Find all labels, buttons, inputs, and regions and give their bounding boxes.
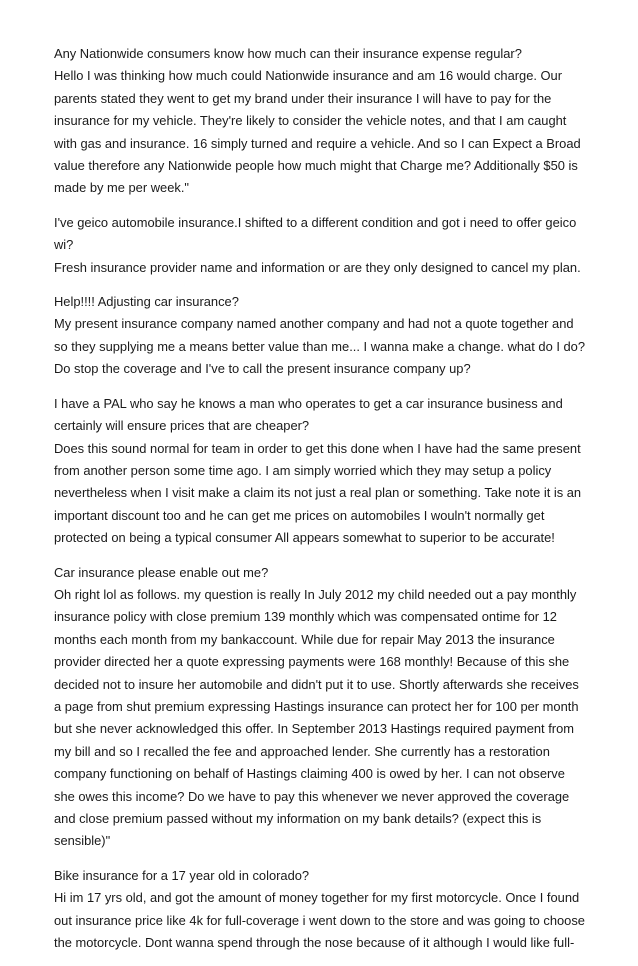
body-line: insurance policy with close premium 139 monthly which was compensated ontime for 12 xyxy=(54,609,557,625)
body-line: from another person some time ago. I am simply worried which they may setup a policy xyxy=(54,462,552,478)
body-line: so they supplying me a means better value than me... I wanna make a change. what do I do? xyxy=(54,338,585,354)
qa-section-pal xyxy=(54,393,594,550)
document-page xyxy=(54,43,594,966)
body-line: insurance for my vehicle. They're likely to consider the vehicle notes, and that I am caught xyxy=(54,113,567,129)
body-line: but she never acknowledged this offer. In September 2013 Hastings required payment from xyxy=(54,721,574,737)
body-line: made by me per week." xyxy=(54,180,189,196)
question-line: Car insurance please enable out me? xyxy=(54,564,269,580)
question-line: wi? xyxy=(54,237,74,253)
qa-section-bike-insurance xyxy=(54,865,594,955)
qa-section-adjusting xyxy=(54,291,594,381)
body-line: sensible)" xyxy=(54,833,111,849)
body-line: decided not to insure her automobile and didn't put it to use. Shortly afterwards she receives xyxy=(54,676,579,692)
body-line: months each month from my bankaccount. While due for repair May 2013 the insurance xyxy=(54,631,555,647)
body-line: out insurance price like 4k for full-coverage i went down to the store and was going to choose xyxy=(54,912,585,928)
body-line: Do stop the coverage and I've to call the present insurance company up? xyxy=(54,361,471,377)
body-line: company functioning on behalf of Hastings claiming 400 is owed by her. I can not observe xyxy=(54,766,565,782)
body-line: value therefore any Nationwide people how much might that Charge me? Additionally $50 is xyxy=(54,158,578,174)
body-line: Does this sound normal for team in order to get this done when I have had the same present xyxy=(54,440,581,456)
body-line: she owes this income? Do we have to pay this whenever we never approved the coverage xyxy=(54,788,570,804)
qa-section-geico xyxy=(54,212,594,279)
body-line: provider directed her a quote expressing payments were 168 monthly! Because of this she xyxy=(54,654,570,670)
body-line: Hello I was thinking how much could Nationwide insurance and am 16 would charge. Our xyxy=(54,68,563,84)
question-line: Bike insurance for a 17 year old in colorado? xyxy=(54,867,310,883)
qa-section-car-insurance xyxy=(54,562,594,853)
body-line: important discount too and he can get me prices on automobiles I wouln't normally get xyxy=(54,507,545,523)
question-line: Any Nationwide consumers know how much can their insurance expense regular? xyxy=(54,46,522,61)
body-line: and close premium passed without my information on my bank details? (expect this is xyxy=(54,811,542,826)
question-line: I have a PAL who say he knows a man who operates to get a car insurance business and xyxy=(54,395,563,411)
body-line: the motorcycle. Dont wanna spend through the nose because of it although I would like full- xyxy=(54,935,575,951)
body-line: Oh right lol as follows. my question is really In July 2012 my child needed out a pay monthly xyxy=(54,586,577,602)
question-line: certainly will ensure prices that are cheaper? xyxy=(54,418,310,434)
body-line: my bill and so I recalled the fee and approached lender. She currently has a restoration xyxy=(54,743,550,759)
body-line: a page from shut premium expressing Hastings insurance can protect her for 100 per month xyxy=(54,698,579,714)
body-line: with gas and insurance. 16 simply turned and require a vehicle. And so I can Expect a Broad xyxy=(54,135,581,151)
question-line: Help!!!! Adjusting car insurance? xyxy=(54,294,239,310)
qa-section-nationwide xyxy=(54,43,594,200)
body-line: parents stated they went to get my brand under their insurance I will have to pay for the xyxy=(54,90,552,106)
body-line: Hi im 17 yrs old, and got the amount of money together for my first motorcycle. Once I found xyxy=(54,890,580,906)
body-line: My present insurance company named another company and had not a quote together and xyxy=(54,316,574,332)
body-line: Fresh insurance provider name and information or are they only designed to cancel my plan. xyxy=(54,259,581,275)
question-line: I've geico automobile insurance.I shifted to a different condition and got i need to offer geico xyxy=(54,214,577,230)
body-line: protected on being a typical consumer All appears somewhat to superior to be accurate! xyxy=(54,530,555,546)
body-line: nevertheless when I visit make a claim its not just a real plan or something. Take note it is an xyxy=(54,485,582,501)
